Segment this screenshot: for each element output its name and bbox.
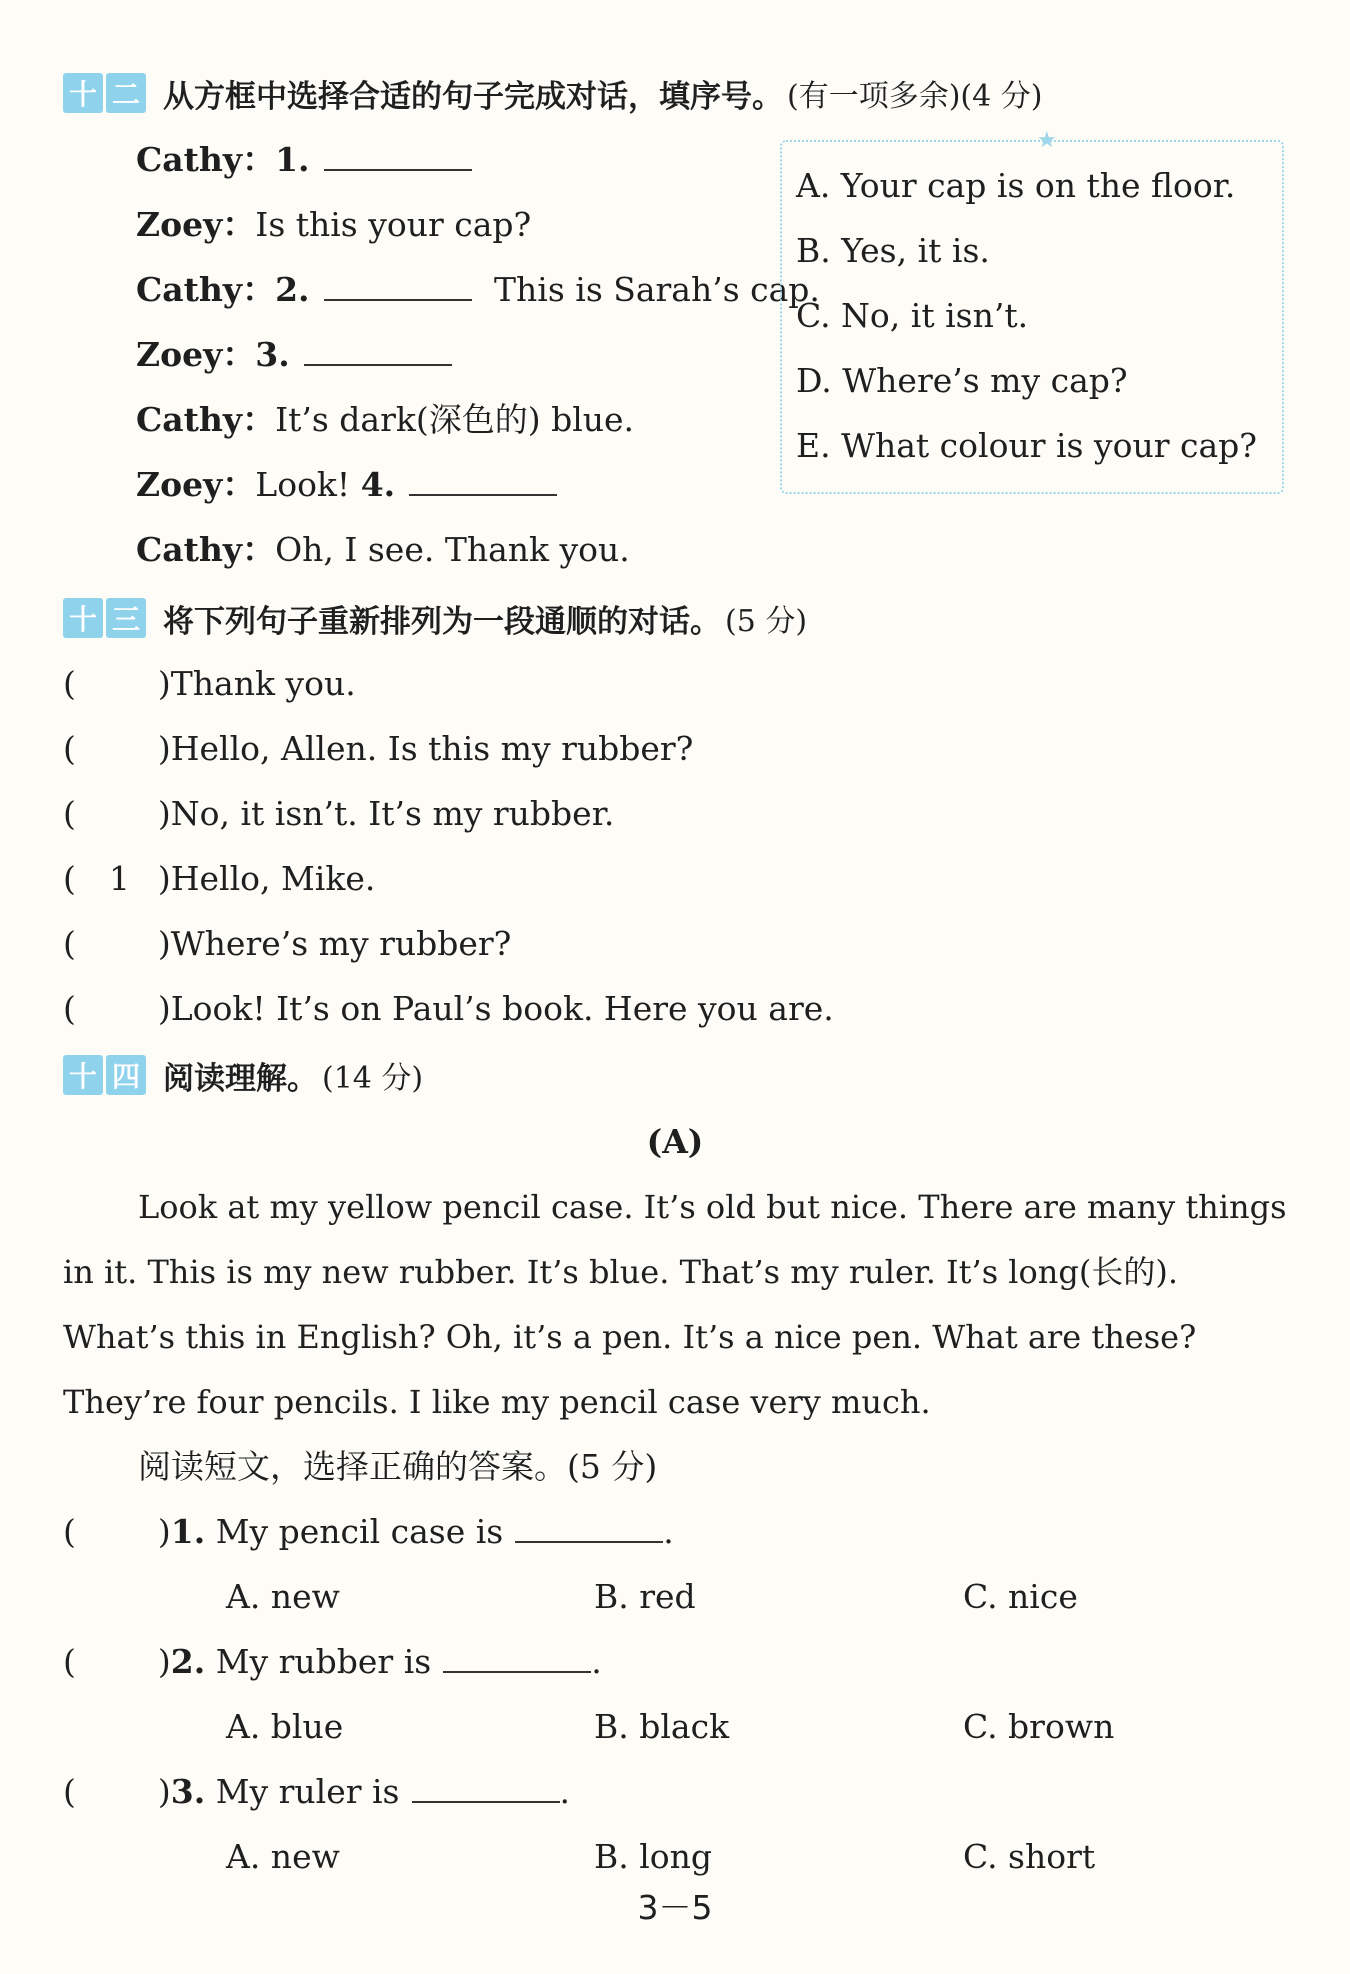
option-b: B. Yes, it is. — [796, 231, 990, 270]
option-e: E. What colour is your cap? — [796, 426, 1257, 465]
answer-blank[interactable] — [324, 269, 472, 301]
reorder-item[interactable]: ( )Look! It’s on Paul’s book. Here you are. — [63, 989, 834, 1028]
dialogue-line-1: Cathy：1. — [136, 138, 472, 182]
option-c: C. No, it isn’t. — [796, 296, 1029, 335]
section-13-badge: 十 三 — [63, 598, 149, 638]
options-box — [780, 128, 1284, 494]
passage-line-2: in it. This is my new rubber. It’s blue. That’s my ruler. It’s long(长的). — [63, 1253, 1179, 1291]
section-12-title: 从方框中选择合适的句子完成对话，填序号。 — [163, 78, 783, 115]
reorder-item[interactable]: ( )Where’s my rubber? — [63, 924, 512, 963]
dialogue-line-7: Cathy：Oh, I see. Thank you. — [136, 530, 630, 569]
passage-line-3: What’s this in English? Oh, it’s a pen. It’s a nice pen. What are these? — [63, 1318, 1197, 1356]
part-label: (A) — [646, 1122, 704, 1161]
option-d: D. Where’s my cap? — [796, 361, 1128, 400]
section-14-badge: 十 四 — [63, 1055, 149, 1095]
section-12-heading — [63, 70, 1042, 116]
section-12-badge: 十 二 — [63, 73, 149, 113]
section-14-title: 阅读理解。 — [163, 1060, 318, 1097]
answer-blank[interactable] — [409, 464, 557, 496]
section-14-heading — [63, 1052, 423, 1098]
section-14-note: (14 分) — [322, 1061, 424, 1096]
answer-blank[interactable] — [412, 1771, 560, 1803]
question-1: ( )1. My pencil case is . — [63, 1512, 674, 1551]
passage-line-1: Look at my yellow pencil case. It’s old but nice. There are many things — [138, 1188, 1287, 1226]
option-a: A. Your cap is on the floor. — [796, 166, 1236, 205]
reorder-item[interactable]: ( )No, it isn’t. It’s my rubber. — [63, 794, 615, 833]
section-13-note: (5 分) — [725, 604, 808, 639]
section-12-note: (有一项多余)(4 分) — [787, 79, 1043, 114]
q3-choice-b[interactable]: B. long — [594, 1837, 713, 1876]
dialogue-line-4: Zoey：3. — [136, 333, 452, 377]
passage-line-4: They’re four pencils. I like my pencil case very much. — [63, 1383, 931, 1421]
q3-choice-a[interactable]: A. new — [226, 1837, 340, 1876]
instruction: 阅读短文，选择正确的答案。(5 分) — [138, 1447, 658, 1486]
q3-choice-c[interactable]: C. short — [963, 1837, 1096, 1876]
section-13-title: 将下列句子重新排列为一段通顺的对话。 — [163, 603, 721, 640]
dialogue-line-2: Zoey：Is this your cap? — [136, 205, 532, 244]
q1-choice-a[interactable]: A. new — [226, 1577, 340, 1616]
answer-blank[interactable] — [443, 1641, 591, 1673]
q2-choice-b[interactable]: B. black — [594, 1707, 730, 1746]
q1-choice-c[interactable]: C. nice — [963, 1577, 1078, 1616]
q2-choice-a[interactable]: A. blue — [226, 1707, 344, 1746]
reorder-item[interactable]: ( )Thank you. — [63, 664, 356, 703]
answer-blank[interactable] — [324, 139, 472, 171]
reorder-item[interactable]: ( 1 )Hello, Mike. — [63, 859, 376, 898]
star-icon: ★ — [1037, 128, 1057, 153]
dialogue-line-5: Cathy：It’s dark(深色的) blue. — [136, 400, 635, 439]
answer-blank[interactable] — [304, 334, 452, 366]
section-13-heading — [63, 595, 807, 641]
reorder-item[interactable]: ( )Hello, Allen. Is this my rubber? — [63, 729, 694, 768]
dialogue-line-3: Cathy：2. This is Sarah’s cap. — [136, 270, 820, 309]
answer-blank[interactable] — [515, 1511, 663, 1543]
q1-choice-b[interactable]: B. red — [594, 1577, 696, 1616]
question-3: ( )3. My ruler is . — [63, 1772, 570, 1811]
page-number: 3－5 — [637, 1888, 713, 1927]
question-2: ( )2. My rubber is . — [63, 1642, 602, 1681]
dialogue-line-6: Zoey：Look! 4. — [136, 463, 557, 507]
q2-choice-c[interactable]: C. brown — [963, 1707, 1115, 1746]
